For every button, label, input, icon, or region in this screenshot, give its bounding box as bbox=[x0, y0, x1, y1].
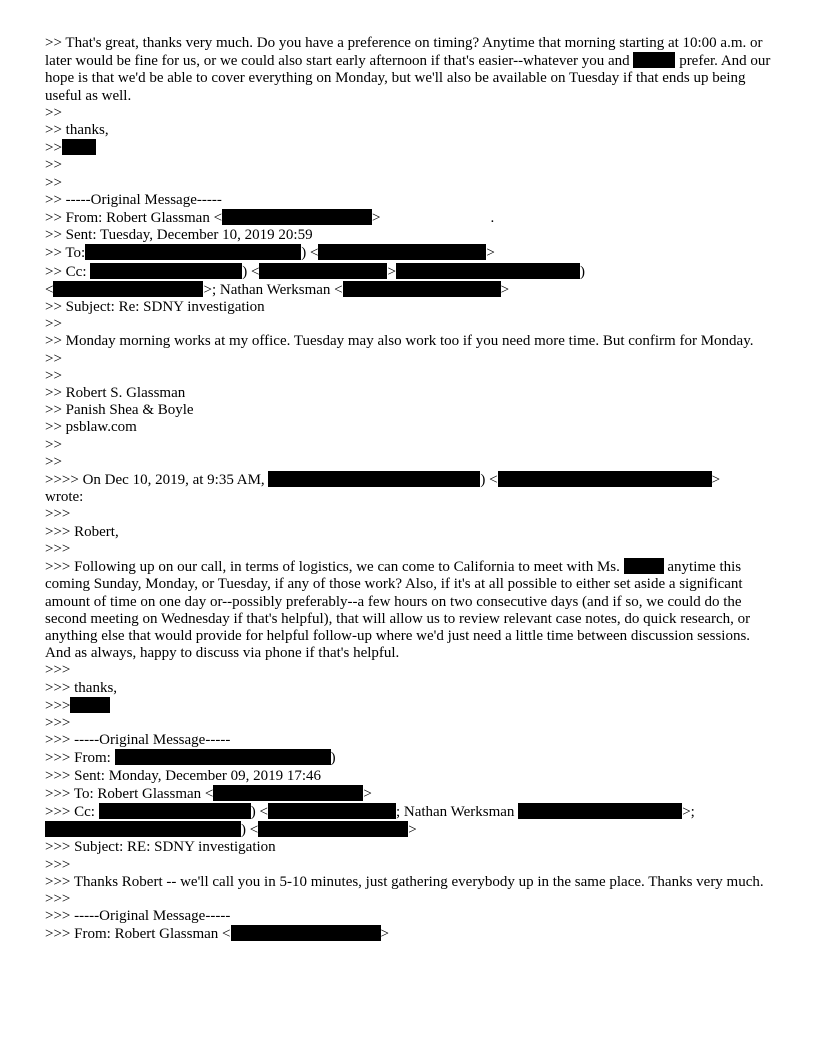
email-line: >> Cc: ) < > ) bbox=[45, 263, 585, 280]
email-line: >> Sent: Tuesday, December 10, 2019 20:59 bbox=[45, 227, 313, 244]
email-line: >>> To: Robert Glassman < > bbox=[45, 785, 372, 802]
redaction-block bbox=[115, 749, 331, 765]
redaction-block bbox=[70, 697, 110, 713]
email-line: >>> bbox=[45, 714, 71, 731]
email-line: >>> thanks, bbox=[45, 679, 118, 696]
email-line: >> psblaw.com bbox=[45, 419, 137, 436]
email-line: >>> From: ) bbox=[45, 750, 336, 767]
redaction-block bbox=[318, 244, 486, 260]
email-line: >> -----Original Message----- bbox=[45, 191, 222, 208]
redaction-block bbox=[99, 803, 251, 819]
email-line: < >; Nathan Werksman < > bbox=[45, 281, 510, 298]
email-line: >>> -----Original Message----- bbox=[45, 908, 231, 925]
email-line: >>> From: Robert Glassman < > bbox=[45, 926, 389, 943]
email-line: >> bbox=[45, 436, 62, 453]
email-line: >>> Robert, bbox=[45, 523, 119, 540]
email-line: >> That's great, thanks very much. Do you have a preference on timing? Anytime that morning starting at 10:00 a.m. or later would be fine for us, or we could also start early afternoon if that's easier--whatever you and prefer. And our hope is that we'd be able to cover everything on Monday, but we'll also be available on Tuesday if that ends up being useful as well. bbox=[45, 35, 771, 104]
email-line: >>> bbox=[45, 662, 71, 679]
redaction-block bbox=[518, 803, 682, 819]
email-line: >> bbox=[45, 174, 62, 191]
redaction-block bbox=[258, 821, 408, 837]
redaction-block bbox=[45, 821, 241, 837]
email-line: >> Robert S. Glassman bbox=[45, 385, 186, 402]
redaction-block bbox=[396, 263, 580, 279]
redaction-block bbox=[633, 52, 675, 68]
email-line: >>> Thanks Robert -- we'll call you in 5-10 minutes, just gathering everybody up in the same place. Thanks very much. bbox=[45, 873, 764, 890]
redaction-block bbox=[268, 471, 480, 487]
email-line: >> To: ) < > bbox=[45, 245, 495, 262]
email-line: >> bbox=[45, 139, 773, 157]
email-line: wrote: bbox=[45, 489, 84, 506]
redaction-block bbox=[53, 281, 203, 297]
email-line: >>> Following up on our call, in terms of logistics, we can come to California to meet with Ms. anytime this coming Sunday, Monday, or Tuesday, if any of those work? Also, if it's at all possible to either set aside a significant amount of time on one day or--possibly preferably--a few hours on two consecutive days (and if so, we could do the second meeting on Wednesday if that's helpful), that will allow us to review relevant case notes, do quick research, or anything else that would provide for helpful follow-up where we'd just need a little time between discussion sessions. And as always, happy to discuss via phone if that's helpful. bbox=[45, 559, 751, 662]
email-line: >>> -----Original Message----- bbox=[45, 732, 231, 749]
redaction-block bbox=[85, 244, 301, 260]
email-document bbox=[45, 35, 773, 944]
redaction-block bbox=[268, 803, 396, 819]
email-line: >> Subject: Re: SDNY investigation bbox=[45, 299, 265, 316]
redaction-block bbox=[259, 263, 387, 279]
email-line: >>> bbox=[45, 856, 71, 873]
redaction-block bbox=[222, 209, 372, 225]
email-line: >>> Cc: ) < ; Nathan Werksman >; bbox=[45, 803, 695, 820]
email-line: >> thanks, bbox=[45, 122, 109, 139]
redaction-block bbox=[624, 558, 664, 574]
redaction-block bbox=[498, 471, 712, 487]
email-line: >> bbox=[45, 157, 62, 174]
email-line: >> From: Robert Glassman < > . bbox=[45, 210, 495, 227]
email-line: >>>> On Dec 10, 2019, at 9:35 AM, ) < > bbox=[45, 472, 721, 489]
redaction-block bbox=[343, 281, 501, 297]
email-line: >> Monday morning works at my office. Tuesday may also work too if you need more time. But confirm for Monday. bbox=[45, 333, 754, 350]
redaction-block bbox=[90, 263, 242, 279]
redaction-block bbox=[62, 139, 96, 155]
email-line: >> bbox=[45, 367, 62, 384]
email-line: >> bbox=[45, 453, 62, 470]
email-line: >> bbox=[45, 104, 62, 121]
redaction-block bbox=[231, 925, 381, 941]
email-line: >>> bbox=[45, 540, 71, 557]
email-line: >>> bbox=[45, 890, 71, 907]
email-line: ) < > bbox=[45, 821, 773, 839]
email-line: >> Panish Shea & Boyle bbox=[45, 402, 194, 419]
email-line: >>> Subject: RE: SDNY investigation bbox=[45, 839, 276, 856]
email-line: >>> bbox=[45, 697, 773, 715]
email-line: >>> bbox=[45, 506, 71, 523]
email-line: >> bbox=[45, 350, 62, 367]
email-line: >> bbox=[45, 316, 62, 333]
redaction-block bbox=[213, 785, 363, 801]
email-line: >>> Sent: Monday, December 09, 2019 17:46 bbox=[45, 767, 322, 784]
